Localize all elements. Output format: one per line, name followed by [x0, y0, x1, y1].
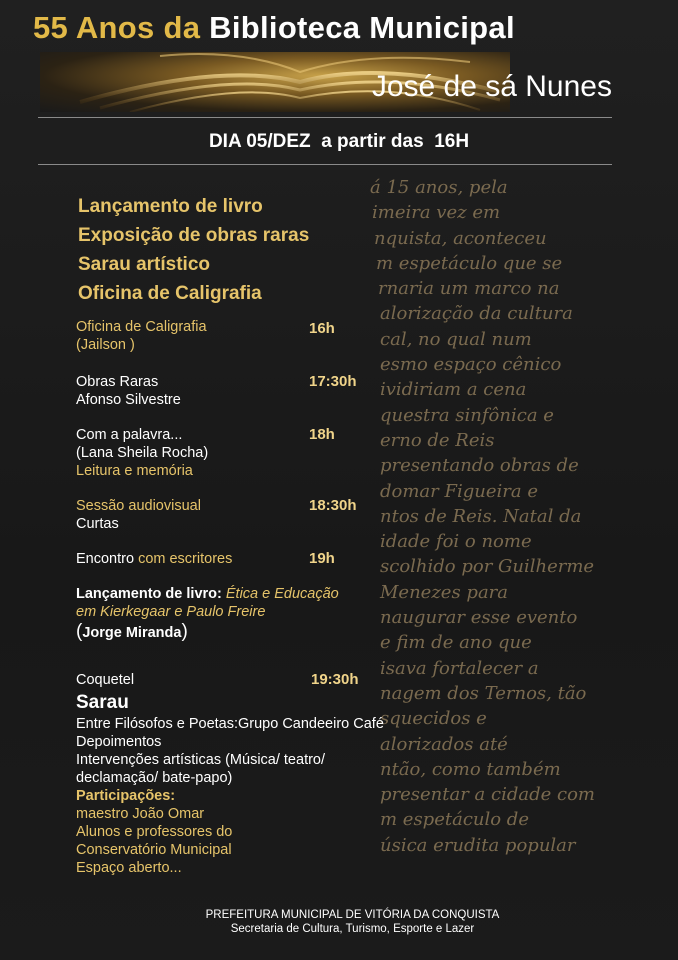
highlight-item: Exposição de obras raras — [78, 225, 310, 246]
book-title-continued: em Kierkegaar e Paulo Freire — [76, 604, 266, 620]
script-line: imeira vez em — [372, 202, 501, 224]
book-title: Ética e Educação — [221, 586, 339, 602]
paren-open: ( — [76, 621, 83, 642]
script-line: presentando obras de — [380, 455, 579, 477]
top-divider — [38, 117, 612, 118]
participant: maestro João Omar — [76, 806, 205, 822]
script-line: domar Figueira e — [380, 480, 538, 502]
event-title: Obras Raras — [76, 374, 159, 390]
paren-close: ) — [181, 621, 188, 642]
script-line: scolhido por Guilherme — [380, 556, 595, 578]
participant: Alunos e professores do — [76, 824, 233, 840]
script-line: rnaria um marco na — [378, 278, 560, 300]
event-title-part: Encontro — [76, 551, 135, 567]
script-line: Menezes para — [380, 581, 509, 603]
sarau-line: declamação/ bate-papo) — [76, 770, 233, 786]
script-line: cal, no qual num — [380, 328, 532, 350]
date-divider — [38, 164, 612, 165]
script-line: m espetáculo que se — [376, 252, 563, 274]
schedule-item-coquetel — [76, 671, 396, 689]
event-time: 19h — [309, 550, 335, 567]
event-presenter: Afonso Silvestre — [76, 392, 181, 408]
schedule-item-lancamento — [76, 585, 396, 642]
script-line: alorização da cultura — [380, 303, 573, 325]
footer-secretaria: Secretaria de Cultura, Turismo, Esporte e Lazer — [230, 923, 475, 935]
script-line: idade foi o nome — [380, 531, 532, 553]
script-line: presentar a cidade com — [380, 784, 595, 806]
event-subtitle: Leitura e memória — [76, 463, 193, 479]
script-line: squecidos e — [380, 708, 487, 730]
schedule-item-encontro — [76, 550, 396, 568]
highlight-item: Lançamento de livro — [78, 196, 263, 217]
event-presenter: (Jailson ) — [76, 337, 135, 353]
event-time: 17:30h — [309, 373, 357, 390]
script-line: esmo espaço cênico — [380, 354, 562, 376]
poster-title — [33, 10, 515, 46]
schedule-item-obras-raras — [76, 373, 396, 409]
script-line: naugurar esse evento — [380, 607, 578, 629]
sarau-line: Intervenções artísticas (Música/ teatro/ — [76, 752, 326, 768]
script-line: questra sinfônica e — [380, 404, 554, 426]
script-line: ntão, como também — [380, 758, 561, 780]
schedule-item-com-a-palavra — [76, 426, 396, 480]
book-author: Jorge Miranda — [82, 625, 182, 641]
highlight-item: Sarau artístico — [78, 254, 210, 275]
sarau-line: Depoimentos — [76, 734, 162, 750]
script-line: e fim de ano que — [380, 632, 532, 654]
participant: Espaço aberto... — [76, 860, 182, 876]
script-line: úsica erudita popular — [380, 834, 576, 856]
script-line: erno de Reis — [380, 429, 495, 451]
script-line: á 15 anos, pela — [370, 177, 508, 198]
event-title-part: com escritores — [134, 551, 233, 567]
event-time: 18:30h — [309, 497, 357, 514]
highlights-list — [78, 192, 309, 308]
footer — [0, 908, 678, 936]
highlight-item: Oficina de Caligrafia — [78, 283, 262, 304]
event-title: Sessão audiovisual — [76, 498, 201, 514]
event-title: Coquetel — [76, 672, 135, 688]
schedule — [76, 318, 396, 642]
sarau-heading: Sarau — [76, 692, 129, 713]
event-time: 18h — [309, 426, 335, 443]
event-title: Com a palavra... — [76, 427, 183, 443]
footer-prefeitura: PREFEITURA MUNICIPAL DE VITÓRIA DA CONQUISTA — [205, 909, 500, 921]
script-line: ividiriam a cena — [380, 379, 527, 401]
schedule-item-audiovisual — [76, 497, 396, 533]
event-subtitle: Curtas — [76, 516, 119, 532]
sarau-section — [76, 691, 436, 877]
script-line: nagem dos Ternos, tão — [380, 682, 587, 704]
script-line: ntos de Reis. Natal da — [380, 505, 582, 527]
script-line: nquista, aconteceu — [374, 227, 547, 249]
event-title: Lançamento de livro: — [76, 586, 222, 602]
title-part-anos: 55 Anos da — [33, 10, 210, 45]
event-time: 16h — [309, 320, 335, 337]
poster-subtitle: José de sá Nunes — [371, 70, 612, 103]
script-line: alorizados até — [380, 733, 508, 755]
participant: Conservatório Municipal — [76, 842, 232, 858]
schedule-item-caligrafia — [76, 318, 396, 354]
event-time: 19:30h — [311, 671, 359, 688]
script-line: isava fortalecer a — [380, 657, 539, 679]
script-line: m espetáculo de — [380, 809, 529, 831]
sarau-line: Entre Filósofos e Poetas:Grupo Candeeiro Café — [76, 716, 384, 732]
participations-label: Participações: — [76, 788, 176, 804]
event-presenter: (Lana Sheila Rocha) — [76, 445, 209, 461]
event-date: DIA 05/DEZ a partir das 16H — [208, 131, 470, 152]
title-part-biblioteca: Biblioteca Municipal — [209, 10, 515, 45]
event-title: Oficina de Caligrafia — [76, 319, 207, 335]
